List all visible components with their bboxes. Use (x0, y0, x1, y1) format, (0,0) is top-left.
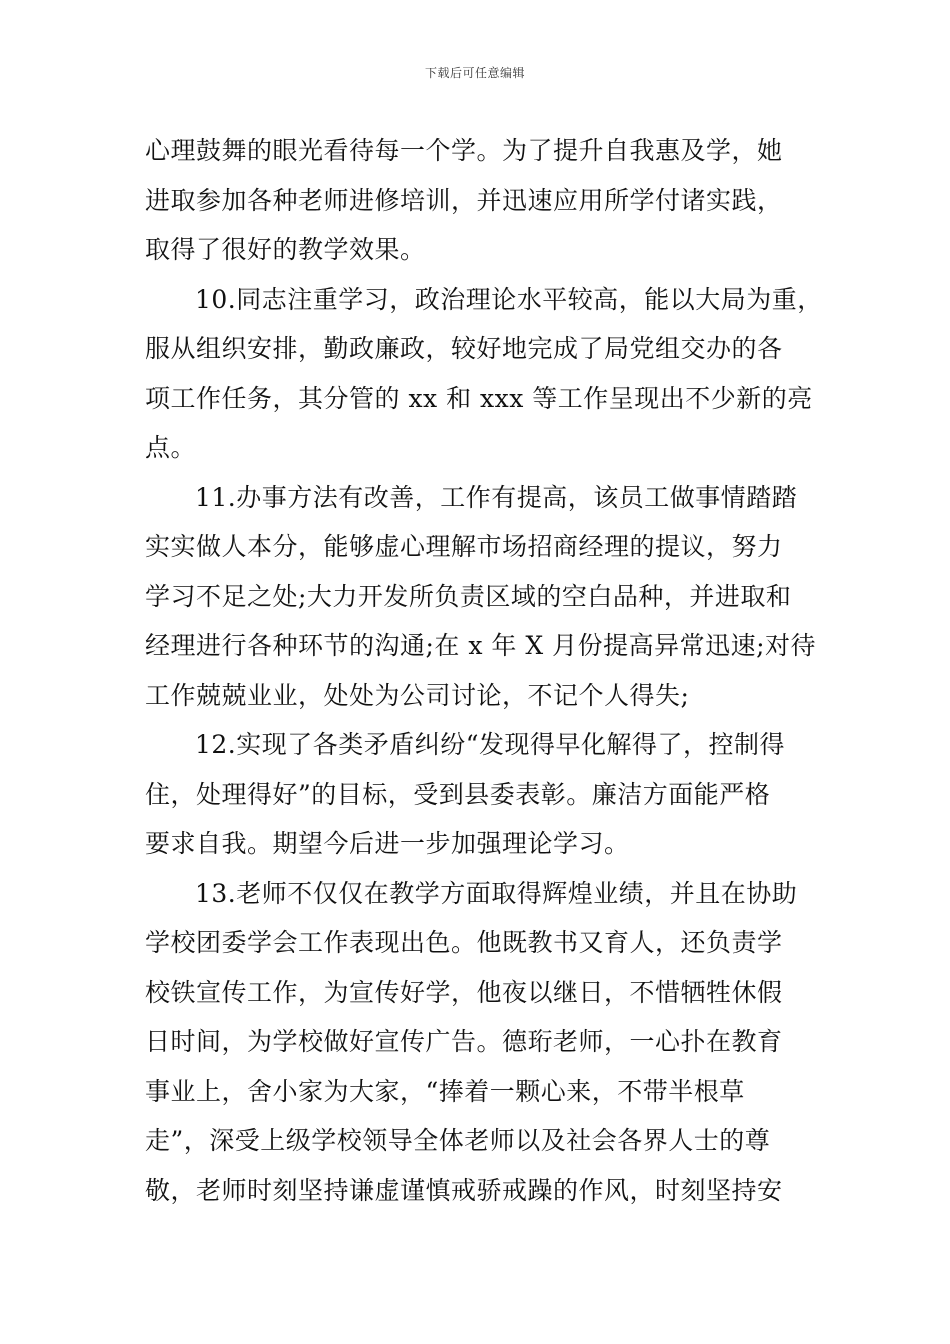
text-line: 点。 (145, 433, 197, 462)
text-line: 服从组织安排，勤政廉政，较好地完成了局党组交办的各 (145, 334, 783, 363)
text-line: 取得了很好的教学效果。 (145, 235, 426, 264)
text-line: 住，处理得好”的目标，受到县委表彰。廉洁方面能严格 (145, 779, 771, 809)
document-body (145, 126, 823, 1215)
text-line: 10.同志注重学习，政治理论水平较高，能以大局为重， (195, 284, 823, 314)
text-line: 学校团委学会工作表现出色。他既教书又育人，还负责学 (145, 928, 783, 957)
text-line: 心理鼓舞的眼光看待每一个学。为了提升自我惠及学，她 (145, 136, 783, 165)
text-line: 进取参加各种老师进修培训，并迅速应用所学付诸实践， (145, 185, 783, 215)
text-line: 事业上，舍小家为大家，“捧着一颗心来，不带半根草 (145, 1076, 745, 1106)
text-line: 敬，老师时刻坚持谦虚谨慎戒骄戒躁的作风，时刻坚持安 (145, 1175, 783, 1205)
text-line: 经理进行各种环节的沟通;在 x 年 X 月份提高异常迅速;对待 (145, 631, 817, 660)
text-line: 要求自我。期望今后进一步加强理论学习。 (145, 829, 630, 858)
text-line: 走”，深受上级学校领导全体老师以及社会各界人士的尊 (145, 1126, 771, 1155)
text-line: 学习不足之处;大力开发所负责区域的空白品种，并进取和 (145, 581, 792, 611)
text-line: 13.老师不仅仅在教学方面取得辉煌业绩，并且在协助 (195, 878, 798, 908)
text-line: 12.实现了各类矛盾纠纷“发现得早化解得了，控制得 (195, 730, 786, 759)
text-line: 校铁宣传工作，为宣传好学，他夜以继日，不惜牺牲休假 (145, 977, 783, 1007)
text-line: 项工作任务，其分管的 xx 和 xxx 等工作呈现出不少新的亮 (145, 383, 813, 413)
page-header: 下载后可任意编辑 (424, 66, 525, 80)
text-line: 11.办事方法有改善，工作有提高，该员工做事情踏踏 (195, 482, 798, 512)
text-line: 工作兢兢业业，处处为公司讨论，不记个人得失; (145, 680, 690, 710)
text-line: 实实做人本分，能够虚心理解市场招商经理的提议，努力 (145, 532, 783, 561)
text-line: 日时间，为学校做好宣传广告。德珩老师，一心扑在教育 (145, 1027, 783, 1056)
